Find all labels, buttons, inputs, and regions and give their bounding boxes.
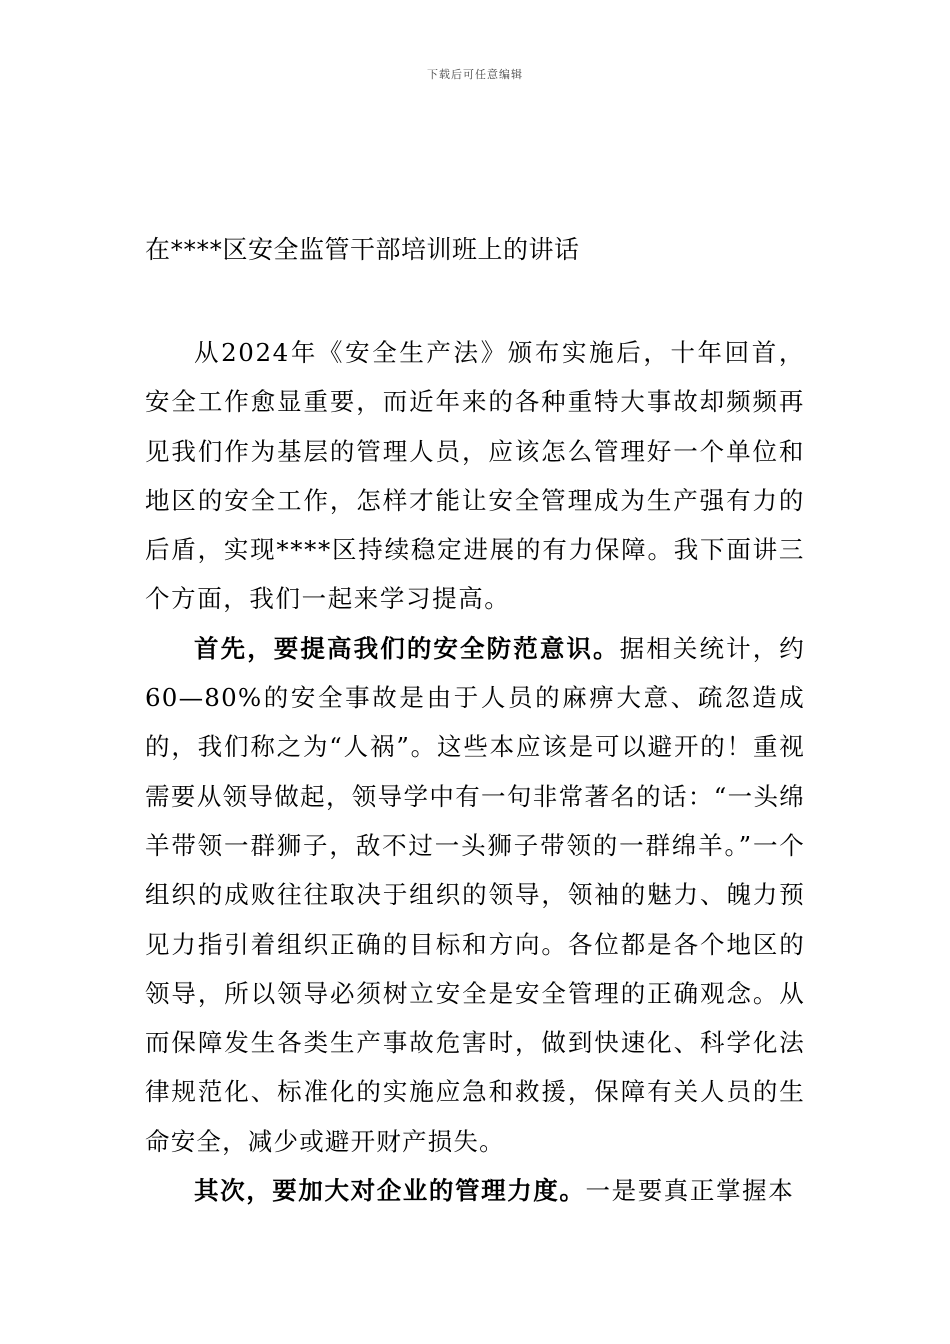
paragraph-text: 一是要真正掌握本 [585, 1176, 795, 1206]
header-note: 下载后可任意编辑 [427, 68, 523, 81]
paragraph-lead: 首先，要提高我们的安全防范意识。 [194, 633, 620, 663]
paragraph-text: 据相关统计，约60—80%的安全事故是由于人员的麻痹大意、疏忽造成的，我们称之为“人祸”。这些本应该是可以避开的！重视需要从领导做起，领导学中有一句非常著名的话：“一头绵羊带领一群狮子，敌不过一头狮子带领的一群绵羊。”一个组织的成败往往取决于组织的领导，领袖的魅力、魄力预见力指引着组织正确的目标和方向。各位都是各个地区的领导，所以领导必须树立安全是安全管理的正确观念。从而保障发生各类生产事故危害时，做到快速化、科学化法律规范化、标准化的实施应急和救援，保障有关人员的生命安全，减少或避开财产损失。 [145, 633, 805, 1156]
page-title: 在****区安全监管干部培训班上的讲话 [145, 235, 580, 264]
paragraph-lead: 其次，要加大对企业的管理力度。 [194, 1176, 586, 1206]
paragraph-second-point [145, 1166, 805, 1215]
paragraph-text: 从2024年《安全生产法》颁布实施后，十年回首，安全工作愈显重要，而近年来的各种重特大事故却频频再见我们作为基层的管理人员，应该怎么管理好一个单位和地区的安全工作，怎样才能让安全管理成为生产强有力的后盾，实现****区持续稳定进展的有力保障。我下面讲三个方面，我们一起来学习提高。 [145, 338, 805, 614]
paragraph-intro [145, 328, 805, 624]
document-body [145, 328, 805, 1215]
paragraph-first-point [145, 624, 805, 1166]
